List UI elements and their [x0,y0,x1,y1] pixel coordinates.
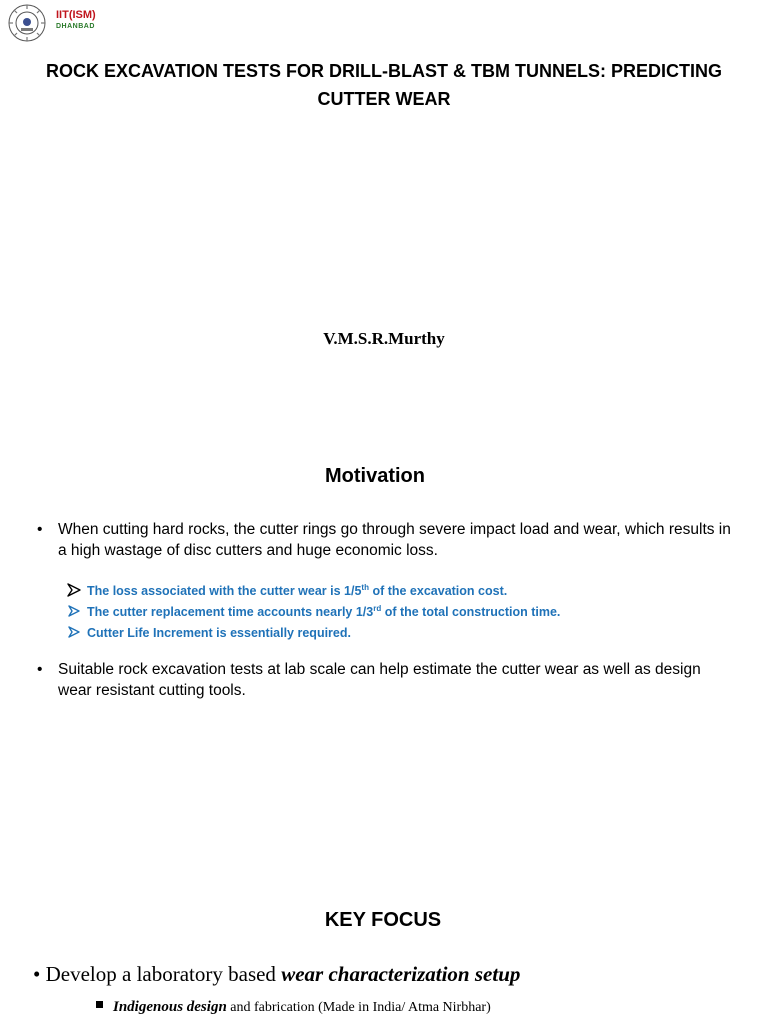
bullet-dot: • [37,521,43,538]
title-line-2: CUTTER WEAR [317,89,451,109]
arrow-bullet-icon [67,583,81,597]
square-bullet-icon [96,1001,103,1008]
document-title [30,57,738,113]
bullet-text: When cutting hard rocks, the cutter rings go through severe impact load and wear, which results in a high wastage of disc cutters and huge economic loss. [58,521,731,559]
key-focus-heading: KEY FOCUS [324,909,442,931]
key-focus-subpoint: Indigenous design and fabrication (Made in India/ Atma Nirbhar) [96,999,491,1016]
iit-ism-logo [6,3,48,43]
arrow-bullet-icon [67,625,81,639]
key-focus-bullet: • Develop a laboratory based wear characterization setup [33,962,521,986]
subpoint-text: The cutter replacement time accounts nearly 1/3rd of the total construction time. [87,604,561,619]
bullet-text: Suitable rock excavation tests at lab scale can help estimate the cutter wear as well as design wear resistant cutting tools. [58,661,701,699]
logo-text [56,10,96,30]
motivation-heading: Motivation [325,465,425,487]
logo-city: DHANBAD [56,23,95,30]
logo-name: IIT(ISM) [56,9,96,21]
author: V.M.S.R.Murthy [323,329,445,348]
subpoint-text: The loss associated with the cutter wear is 1/5th of the excavation cost. [87,583,508,598]
bullet-dot: • [37,661,43,678]
arrow-bullet-icon [67,604,81,618]
title-line-1: ROCK EXCAVATION TESTS FOR DRILL-BLAST & TBM TUNNELS: PREDICTING [46,61,722,81]
subpoint-text: Cutter Life Increment is essentially required. [87,626,351,640]
